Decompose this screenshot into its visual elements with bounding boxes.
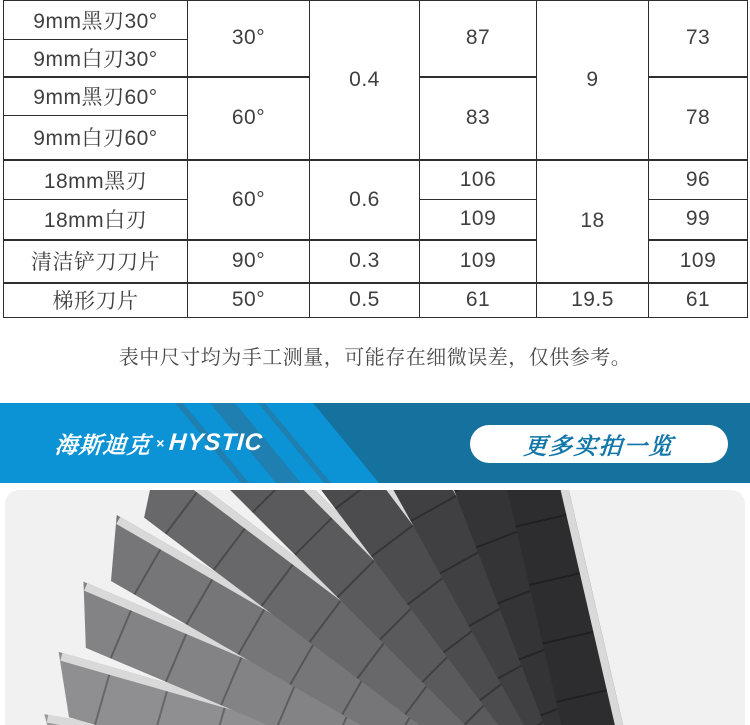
spec-cell: 60° xyxy=(188,160,310,240)
spec-cell: 9mm白刃60° xyxy=(4,116,188,160)
spec-cell: 0.6 xyxy=(310,160,420,240)
table-row xyxy=(4,283,748,318)
measurement-note: 表中尺寸均为手工测量，可能存在细微误差，仅供参考。 xyxy=(118,347,632,369)
spec-cell: 9mm黑刃60° xyxy=(4,77,188,116)
more-photos-button[interactable] xyxy=(470,425,728,463)
spec-cell: 73 xyxy=(649,1,748,77)
spec-cell: 18mm白刃 xyxy=(4,200,188,240)
blade-fan-illustration xyxy=(5,490,745,725)
spec-cell: 61 xyxy=(649,283,748,318)
spec-cell: 0.5 xyxy=(310,283,420,318)
spec-cell: 109 xyxy=(420,240,537,283)
spec-cell: 90° xyxy=(188,240,310,283)
spec-cell: 9mm白刃30° xyxy=(4,40,188,77)
spec-cell: 18 xyxy=(537,160,649,283)
spec-cell: 19.5 xyxy=(537,283,649,318)
brand-logo xyxy=(55,430,263,456)
table-row xyxy=(4,1,748,40)
spec-cell: 96 xyxy=(649,160,748,200)
spec-cell: 87 xyxy=(420,1,537,77)
spec-cell: 61 xyxy=(420,283,537,318)
spec-cell: 60° xyxy=(188,77,310,160)
more-photos-button-label: 更多实拍一览 xyxy=(522,432,675,459)
brand-banner xyxy=(0,403,750,483)
spec-cell: 78 xyxy=(649,77,748,160)
brand-logo-cn: 海斯迪克 xyxy=(53,431,152,458)
product-photo xyxy=(5,490,745,725)
spec-cell: 106 xyxy=(420,160,537,200)
table-row xyxy=(4,160,748,200)
spec-cell: 清洁铲刀刀片 xyxy=(4,240,188,283)
spec-cell: 9 xyxy=(537,1,649,160)
spec-cell: 99 xyxy=(649,200,748,240)
spec-cell: 0.3 xyxy=(310,240,420,283)
spec-cell: 18mm黑刃 xyxy=(4,160,188,200)
brand-logo-separator: × xyxy=(156,435,165,451)
spec-cell: 0.4 xyxy=(310,1,420,160)
spec-cell: 109 xyxy=(649,240,748,283)
spec-cell: 109 xyxy=(420,200,537,240)
spec-cell: 83 xyxy=(420,77,537,160)
spec-cell: 9mm黑刃30° xyxy=(4,1,188,40)
spec-cell: 50° xyxy=(188,283,310,318)
spec-cell: 30° xyxy=(188,1,310,77)
brand-logo-en: HYSTIC xyxy=(168,429,265,456)
spec-table xyxy=(3,0,748,318)
spec-cell: 梯形刀片 xyxy=(4,283,188,318)
